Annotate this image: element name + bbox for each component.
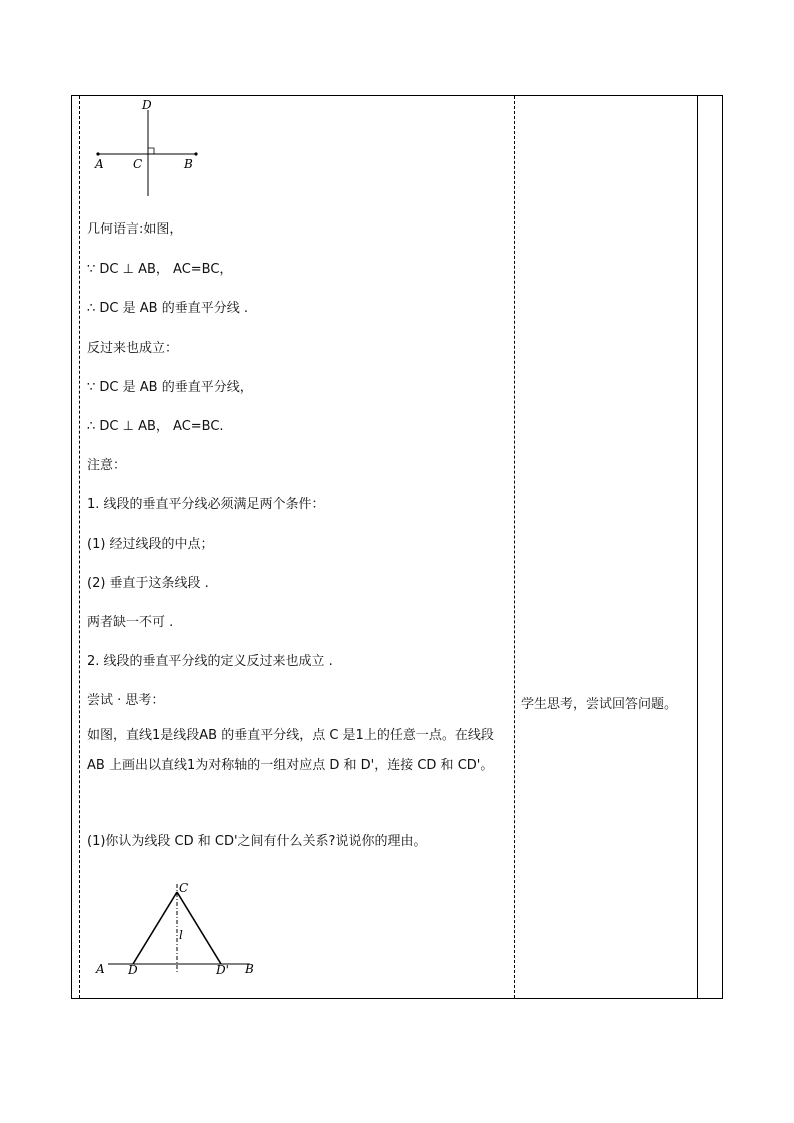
label-l: l: [179, 928, 183, 942]
column-divider-dashed: [514, 96, 515, 998]
lesson-table: [71, 95, 723, 999]
symmetry-figure: [90, 876, 265, 976]
conclusion-2: ∴ DC ⊥ AB， AC=BC.: [87, 419, 224, 434]
left-margin-divider: [79, 96, 80, 998]
student-activity-note: 学生思考，尝试回答问题。: [521, 697, 678, 712]
label-a2: A: [96, 962, 105, 976]
perpendicular-figure: [92, 98, 202, 198]
premise-2: ∵ DC 是 AB 的垂直平分线，: [87, 380, 253, 395]
label-d: D: [142, 98, 152, 112]
premise-1: ∵ DC ⊥ AB， AC=BC，: [87, 262, 233, 277]
right-angle-mark: [148, 148, 154, 154]
point-a: [96, 152, 99, 155]
converse-heading: 反过来也成立：: [87, 341, 179, 356]
condition-1: (1) 经过线段的中点；: [87, 537, 214, 552]
both-required: 两者缺一不可 .: [87, 615, 174, 630]
note-item-1: 1. 线段的垂直平分线必须满足两个条件：: [87, 497, 325, 512]
segment-cdprime: [177, 892, 221, 964]
segment-cd: [133, 892, 177, 964]
label-c: C: [133, 157, 143, 171]
label-a: A: [95, 157, 104, 171]
geometric-language: 几何语言:如图，: [87, 222, 183, 237]
note-item-2: 2. 线段的垂直平分线的定义反过来也成立 .: [87, 654, 333, 669]
label-b2: B: [245, 962, 254, 976]
label-b: B: [184, 157, 193, 171]
column-divider-solid: [697, 96, 698, 998]
label-c2: C: [179, 881, 189, 895]
conclusion-1: ∴ DC 是 AB 的垂直平分线 .: [87, 301, 248, 316]
label-d2: D: [128, 963, 138, 976]
point-b: [194, 152, 197, 155]
problem-statement: 如图，直线1是线段AB 的垂直平分线，点 C 是1上的任意一点。在线段 AB 上画出以直线1为对称轴的一组对应点 D 和 D'，连接 CD 和 CD'。: [87, 728, 494, 773]
try-think-heading: 尝试 · 思考：: [87, 693, 165, 708]
condition-2: (2) 垂直于这条线段 .: [87, 576, 209, 591]
question-1: (1)你认为线段 CD 和 CD'之间有什么关系?说说你的理由。: [87, 834, 427, 849]
label-dprime: D': [216, 963, 229, 976]
note-heading: 注意：: [87, 458, 127, 473]
